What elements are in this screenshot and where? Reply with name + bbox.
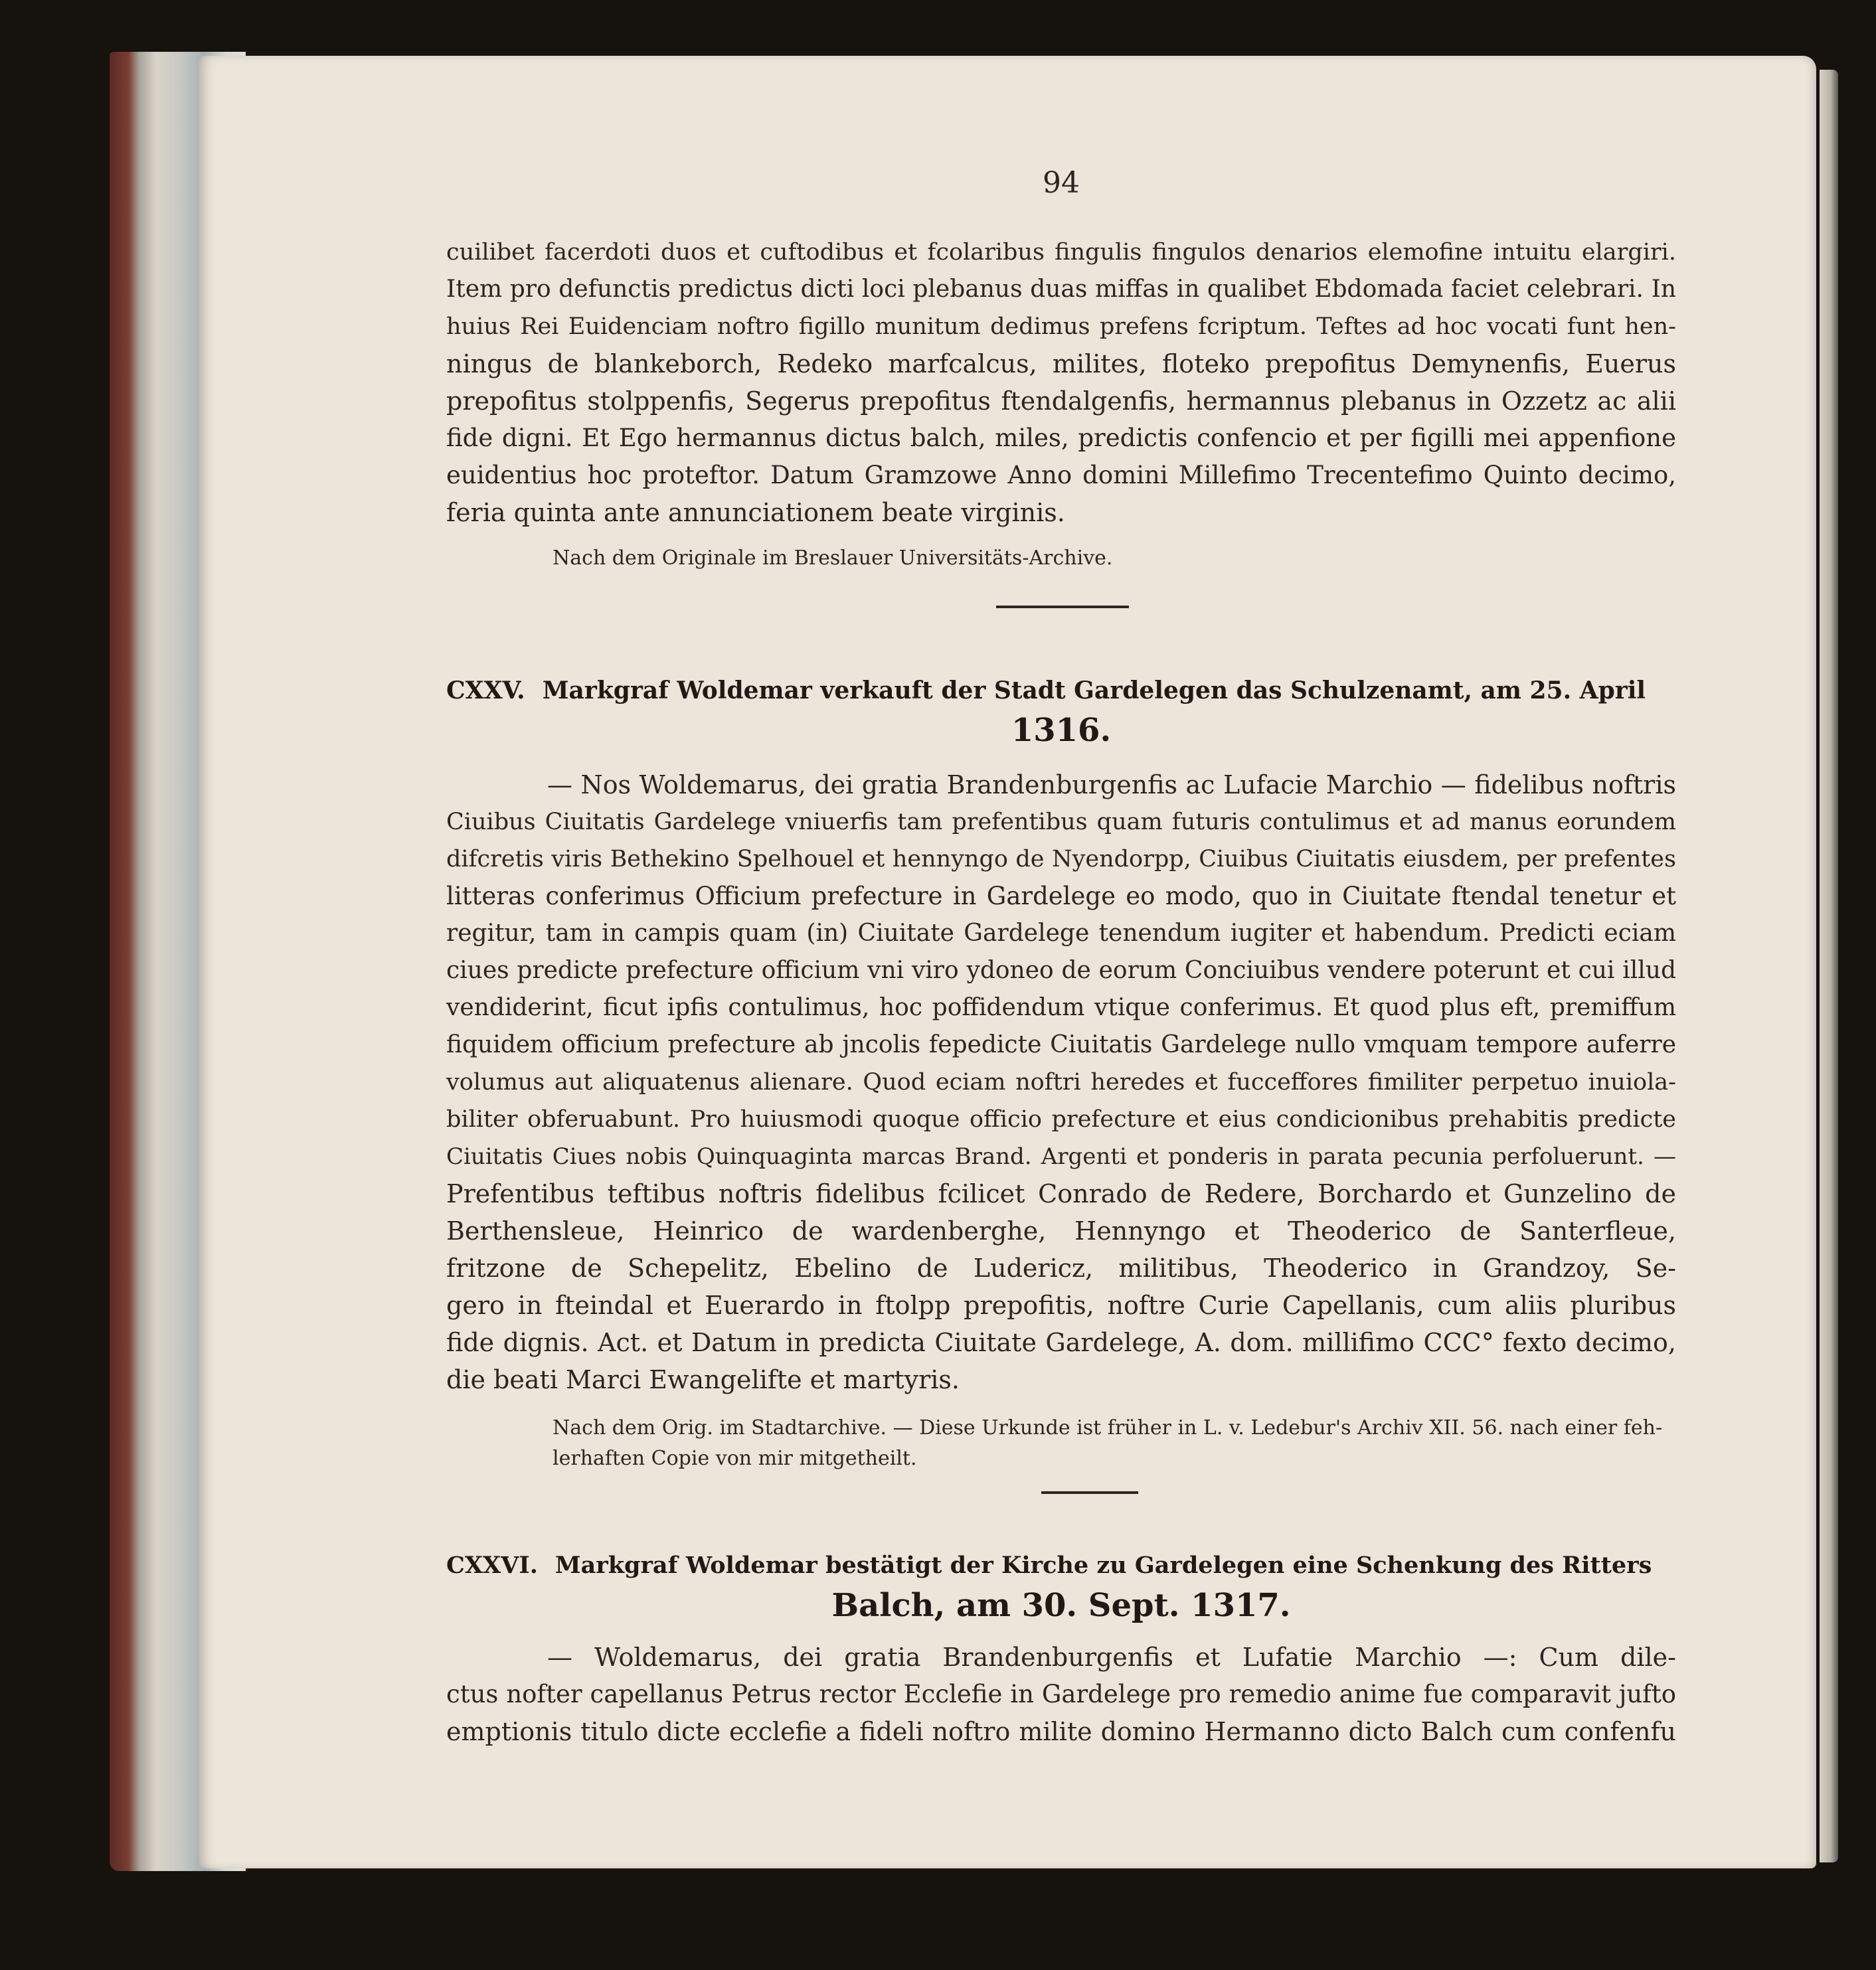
charter-heading-cxxv xyxy=(446,671,1676,750)
text-line: feria quinta ante annunciationem beate virginis. xyxy=(446,498,1065,527)
text-line: ciues predicte prefecture officium vni viro ydoneo de eorum Conciuibus vendere poterunt et cui illud xyxy=(446,957,1676,984)
section-divider xyxy=(1041,1491,1138,1494)
source-note xyxy=(446,543,1676,574)
note-line: Nach dem Orig. im Stadtarchive. — Diese Urkunde ist früher in L. v. Ledebur's Archiv XII. 56. nach einer feh- xyxy=(553,1416,1663,1439)
charter-continuation-text xyxy=(446,234,1676,531)
source-note xyxy=(446,1413,1676,1474)
text-line: volumus aut aliquatenus alienare. Quod eciam noftri heredes et fucceffores fimiliter perpetuo inuiola- xyxy=(446,1069,1676,1096)
charter-heading-cxxvi xyxy=(446,1546,1676,1625)
text-line: ctus nofter capellanus Petrus rector Ecclefie in Gardelege pro remedio anime fue comparavit jufto xyxy=(446,1680,1676,1708)
text-line: fiquidem officium prefecture ab jncolis fepedicte Ciuitatis Gardelege nullo vmquam tempore auferre xyxy=(446,1031,1676,1058)
section-divider xyxy=(996,606,1129,608)
heading-line xyxy=(446,671,1676,710)
charter-title: Markgraf Woldemar verkauft der Stadt Gardelegen das Schulzenamt, am 25. April xyxy=(542,677,1646,704)
charter-body-cxxvi xyxy=(446,1639,1676,1750)
text-line: gero in fteindal et Euerardo in ftolpp prepofitis, noftre Curie Capellanis, cum aliis pluribus xyxy=(446,1291,1676,1320)
text-line: — Nos Woldemarus, dei gratia Brandenburgenfis ac Lufacie Marchio — fidelibus noftris xyxy=(547,770,1676,799)
text-line: ningus de blankeborch, Redeko marfcalcus, milites, floteko prepofitus Demynenfis, Euerus xyxy=(446,349,1676,378)
text-line: Prefentibus teftibus noftris fidelibus fcilicet Conrado de Redere, Borchardo et Gunzelino de xyxy=(446,1179,1676,1208)
charter-title-line2: 1316. xyxy=(1011,712,1112,749)
text-line: regitur, tam in campis quam (in) Ciuitate Gardelege tenendum iugiter et habendum. Predicti eciam xyxy=(446,920,1676,947)
text-line: Item pro defunctis predictus dicti loci plebanus duas miffas in qualibet Ebdomada faciet celebrari. In xyxy=(446,276,1676,303)
text-line: litteras conferimus Officium prefecture in Gardelege eo modo, quo in Ciuitate ftendal tenetur et xyxy=(446,882,1676,910)
text-line: Berthensleue, Heinrico de wardenberghe, Hennyngo et Theoderico de Santerfleue, xyxy=(446,1216,1676,1246)
text-line: biliter obferuabunt. Pro huiusmodi quoque officio prefecture et eius condicionibus prehabitis predicte xyxy=(446,1106,1676,1133)
text-line: prepofitus stolppenfis, Segerus prepofitus ftendalgenfis, hermannus plebanus in Ozzetz ac alii xyxy=(446,386,1676,416)
page-number: 94 xyxy=(1043,166,1080,200)
text-line: cuilibet facerdoti duos et cuftodibus et fcolaribus fingulis fingulos denarios elemofine intuitu elargiri. xyxy=(446,239,1676,266)
charter-body-text xyxy=(446,766,1676,1398)
charter-continuation xyxy=(446,234,1676,574)
text-line: fide digni. Et Ego hermannus dictus balch, miles, predictis confencio et per figilli mei appenfione xyxy=(446,424,1676,452)
text-line: — Woldemarus, dei gratia Brandenburgenfis et Lufatie Marchio —: Cum dile- xyxy=(547,1643,1676,1672)
note-line: lerhaften Copie von mir mitgetheilt. xyxy=(553,1447,917,1470)
text-line: fide dignis. Act. et Datum in predicta Ciuitate Gardelege, A. dom. millifimo CCC° fexto decimo, xyxy=(446,1328,1676,1357)
text-line: difcretis viris Bethekino Spelhouel et hennyngo de Nyendorpp, Ciuibus Ciuitatis eiusdem, per prefentes xyxy=(446,846,1676,872)
charter-number: CXXV. xyxy=(446,677,525,704)
charter-body-text xyxy=(446,1639,1676,1750)
text-line: huius Rei Euidenciam noftro figillo munitum dedimus prefens fcriptum. Teftes ad hoc vocati funt hen- xyxy=(446,313,1676,340)
note-line: Nach dem Originale im Breslauer Universitäts-Archive. xyxy=(553,546,1113,570)
text-line: die beati Marci Ewangelifte et martyris. xyxy=(446,1365,960,1394)
charter-title: Markgraf Woldemar bestätigt der Kirche zu Gardelegen eine Schenkung des Ritters xyxy=(554,1552,1652,1579)
charter-number: CXXVI. xyxy=(446,1552,538,1579)
facing-page-edge xyxy=(1820,70,1838,1862)
charter-title-line2: Balch, am 30. Sept. 1317. xyxy=(831,1587,1291,1624)
heading-line xyxy=(446,1546,1676,1586)
text-line: Ciuibus Ciuitatis Gardelege vniuerfis tam prefentibus quam futuris contulimus et ad manus eorundem xyxy=(446,809,1676,835)
text-line: euidentius hoc proteftor. Datum Gramzowe Anno domini Millefimo Trecentefimo Quinto decimo, xyxy=(446,461,1676,489)
text-line: fritzone de Schepelitz, Ebelino de Ludericz, militibus, Theoderico in Grandzoy, Se- xyxy=(446,1254,1676,1283)
charter-body-cxxv xyxy=(446,766,1676,1474)
text-line: Ciuitatis Ciues nobis Quinquaginta marcas Brand. Argenti et ponderis in parata pecunia perfoluerunt. — xyxy=(446,1143,1676,1170)
text-line: vendiderint, ficut ipfis contulimus, hoc poffidendum vtique conferimus. Et quod plus eft, premiffum xyxy=(446,994,1676,1021)
text-line: emptionis titulo dicte ecclefie a fideli noftro milite domino Hermanno dicto Balch cum confenfu xyxy=(446,1717,1676,1746)
